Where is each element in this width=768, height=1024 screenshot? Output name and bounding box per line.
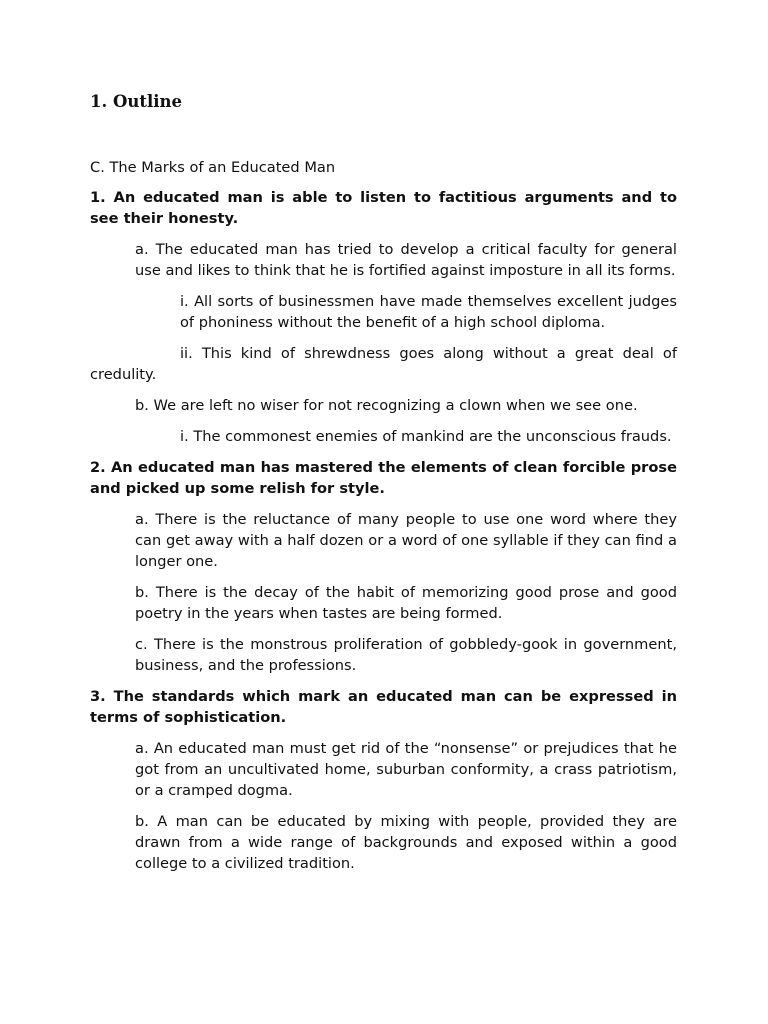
main-point-1: 1. An educated man is able to listen to factitious arguments and to see their honesty. <box>90 189 677 227</box>
point-2-item-c: c. There is the monstrous proliferation of gobbledy-gook in government, business, and the professions. <box>135 636 677 674</box>
main-point-2: 2. An educated man has mastered the elements of clean forcible prose and picked up some relish for style. <box>90 459 677 497</box>
point-1-item-b: b. We are left no wiser for not recognizing a clown when we see one. <box>135 397 638 414</box>
point-1-item-a-ii <box>90 343 677 385</box>
main-point-3: 3. The standards which mark an educated man can be expressed in terms of sophistication. <box>90 688 677 726</box>
point-2-item-b: b. There is the decay of the habit of memorizing good prose and good poetry in the years when tastes are being formed. <box>135 584 677 622</box>
point-1-item-b-i: i. The commonest enemies of mankind are the unconscious frauds. <box>180 428 672 445</box>
section-subtitle: C. The Marks of an Educated Man <box>90 159 336 176</box>
point-3-item-a: a. An educated man must get rid of the “nonsense” or prejudices that he got from an uncultivated home, suburban conformity, a crass patriotism, or a cramped dogma. <box>135 740 677 799</box>
point-1-item-a-ii-text: ii. This kind of shrewdness goes along without a great deal of credulity. <box>90 345 677 383</box>
point-1-item-a-i: i. All sorts of businessmen have made themselves excellent judges of phoniness without the benefit of a high school diploma. <box>180 293 677 331</box>
point-2-item-a: a. There is the reluctance of many people to use one word where they can get away with a half dozen or a word of one syllable if they can find a longer one. <box>135 511 677 570</box>
document-body <box>90 157 677 884</box>
point-3-item-b: b. A man can be educated by mixing with people, provided they are drawn from a wide range of backgrounds and exposed within a good college to a civilized tradition. <box>135 813 677 872</box>
point-1-item-a: a. The educated man has tried to develop a critical faculty for general use and likes to think that he is fortified against imposture in all its forms. <box>135 241 677 279</box>
document-heading: 1. Outline <box>90 92 182 111</box>
